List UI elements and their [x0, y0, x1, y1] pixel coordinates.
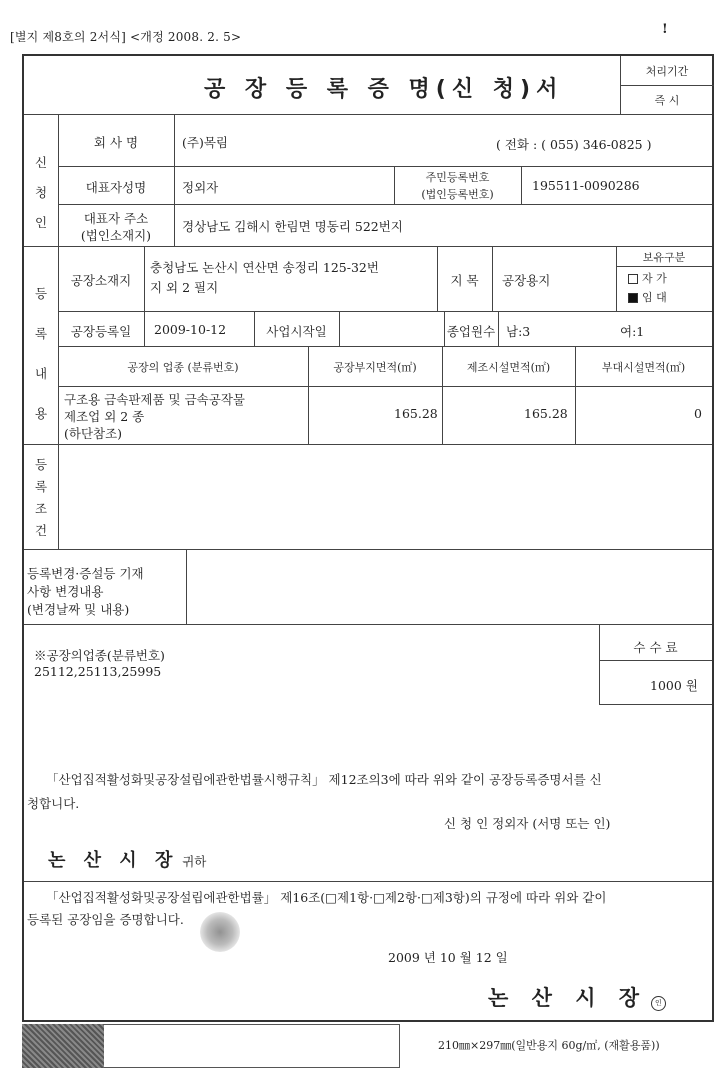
ownership-lease-text: 임 대 [642, 291, 667, 304]
application-statement-line-1: 「산업집적활성화및공장설립에관한법률시행규칙」 제12조의3에 따라 위와 같이 공장등록증명서를 신 [46, 772, 602, 787]
factory-location-line-1: 충청남도 논산시 연산면 송정리 125-32번 [150, 260, 379, 275]
seal-stamp-image [200, 912, 240, 952]
changes-label-line-2: 사항 변경내용 [27, 584, 104, 599]
company-name-label: 회 사 명 [93, 135, 139, 150]
representative-address-value: 경상남도 김해시 한림면 명동리 522번지 [182, 219, 403, 234]
applicant-section-label-2: 청 [34, 185, 48, 200]
ownership-lease-checkbox [628, 293, 638, 303]
industry-codes: 25112,25113,25995 [34, 664, 162, 679]
registration-date-value: 2009-10-12 [154, 322, 227, 337]
application-statement-line-2: 청합니다. [27, 796, 80, 811]
factory-location-label: 공장소재지 [70, 273, 132, 288]
ownership-type-label: 보유구분 [642, 251, 686, 264]
redacted-block [22, 1024, 104, 1068]
company-name-value: (주)목림 [182, 135, 228, 150]
applicant-section-label-3: 인 [34, 215, 48, 230]
factory-location-line-2: 지 외 2 필지 [150, 280, 219, 295]
conditions-label-4: 건 [34, 523, 48, 538]
mayor-seal: 인 [651, 996, 666, 1011]
paper-specification: 210㎜×297㎜(일반용지 60g/㎡, (재활용품)) [438, 1039, 660, 1052]
changes-label-line-3: (변경날짜 및 내용) [27, 602, 130, 617]
certification-statement-line-1: 「산업집적활성화및공장설립에관한법률」 제16조(□제1항·□제2항·□제3항)의 규정에 따라 위와 같이 [46, 890, 607, 905]
employees-female: 여:1 [620, 324, 645, 339]
conditions-label-3: 조 [34, 501, 48, 516]
registration-number-label: 주민등록번호 [425, 171, 490, 184]
addressee-name: 논 산 시 장 [48, 850, 179, 871]
land-category-value: 공장용지 [502, 273, 551, 288]
ownership-self-checkbox [628, 274, 638, 284]
mayor-signature [488, 982, 666, 1012]
document-title: 공 장 등 록 증 명(신 청)서 [204, 77, 564, 102]
fee-label: 수 수 료 [633, 640, 678, 655]
manufacturing-area-column-header: 제조시설면적(㎡) [466, 361, 551, 374]
footer-blank-field [104, 1024, 400, 1068]
registration-number-value: 195511-0090286 [532, 178, 640, 193]
representative-name-value: 정외자 [182, 180, 219, 195]
representative-address-label: 대표자 주소 [83, 211, 149, 226]
processing-period-label: 처리기간 [645, 65, 689, 78]
auxiliary-area-column-header: 부대시설면적(㎡) [601, 361, 686, 374]
business-start-label: 사업시작일 [266, 324, 327, 339]
processing-period-value: 즉 시 [654, 94, 680, 107]
company-phone: ( 전화 : ( 055) 346-0825 ) [496, 137, 652, 152]
land-category-label: 지 목 [450, 273, 479, 288]
industry-value-line-1: 구조용 금속판제품 및 금속공작물 [64, 392, 245, 407]
corner-mark: ! [662, 22, 668, 37]
corporate-registration-label: (법인등록번호) [421, 188, 494, 201]
registration-section-label-3: 내 [34, 366, 48, 381]
ownership-self-text: 자 가 [642, 272, 667, 285]
industry-value-line-3: (하단참조) [64, 426, 123, 441]
industry-value-line-2: 제조업 외 2 종 [64, 409, 145, 424]
fee-value: 1000 원 [650, 678, 698, 693]
auxiliary-area-value: 0 [694, 406, 702, 421]
corporate-location-label: (법인소재지) [80, 228, 152, 243]
registration-date-label: 공장등록일 [70, 324, 132, 339]
site-area-value: 165.28 [394, 406, 438, 421]
mayor-name: 논 산 시 장 [488, 986, 648, 1010]
addressee-suffix: 귀하 [182, 854, 207, 869]
form-number-header: [별지 제8호의 2서식] <개정 2008. 2. 5> [10, 30, 242, 44]
certification-statement-line-2: 등록된 공장임을 증명합니다. [27, 912, 184, 927]
changes-label-line-1: 등록변경·증설등 기재 [27, 566, 144, 581]
certification-date: 2009 년 10 월 12 일 [388, 950, 508, 965]
employees-label: 종업원수 [446, 324, 496, 339]
certificate-form [22, 54, 714, 1022]
representative-name-label: 대표자성명 [85, 180, 147, 195]
conditions-label-2: 록 [34, 479, 48, 494]
registration-section-label-2: 록 [34, 326, 48, 341]
applicant-signature-line: 신 청 인 정외자 (서명 또는 인) [444, 816, 611, 831]
site-area-column-header: 공장부지면적(㎡) [333, 361, 417, 374]
employees-male: 남:3 [506, 324, 531, 339]
industry-column-header: 공장의 업종 (분류번호) [127, 361, 239, 374]
industry-note-label: ※공장의업종(분류번호) [34, 648, 165, 663]
applicant-section-label-1: 신 [34, 155, 48, 170]
registration-section-label-4: 용 [34, 406, 48, 421]
registration-section-label-1: 등 [34, 286, 48, 301]
ownership-lease-option [628, 289, 667, 305]
manufacturing-area-value: 165.28 [524, 406, 568, 421]
ownership-self-option [628, 270, 667, 286]
addressee [48, 846, 206, 872]
conditions-label-1: 등 [34, 457, 48, 472]
